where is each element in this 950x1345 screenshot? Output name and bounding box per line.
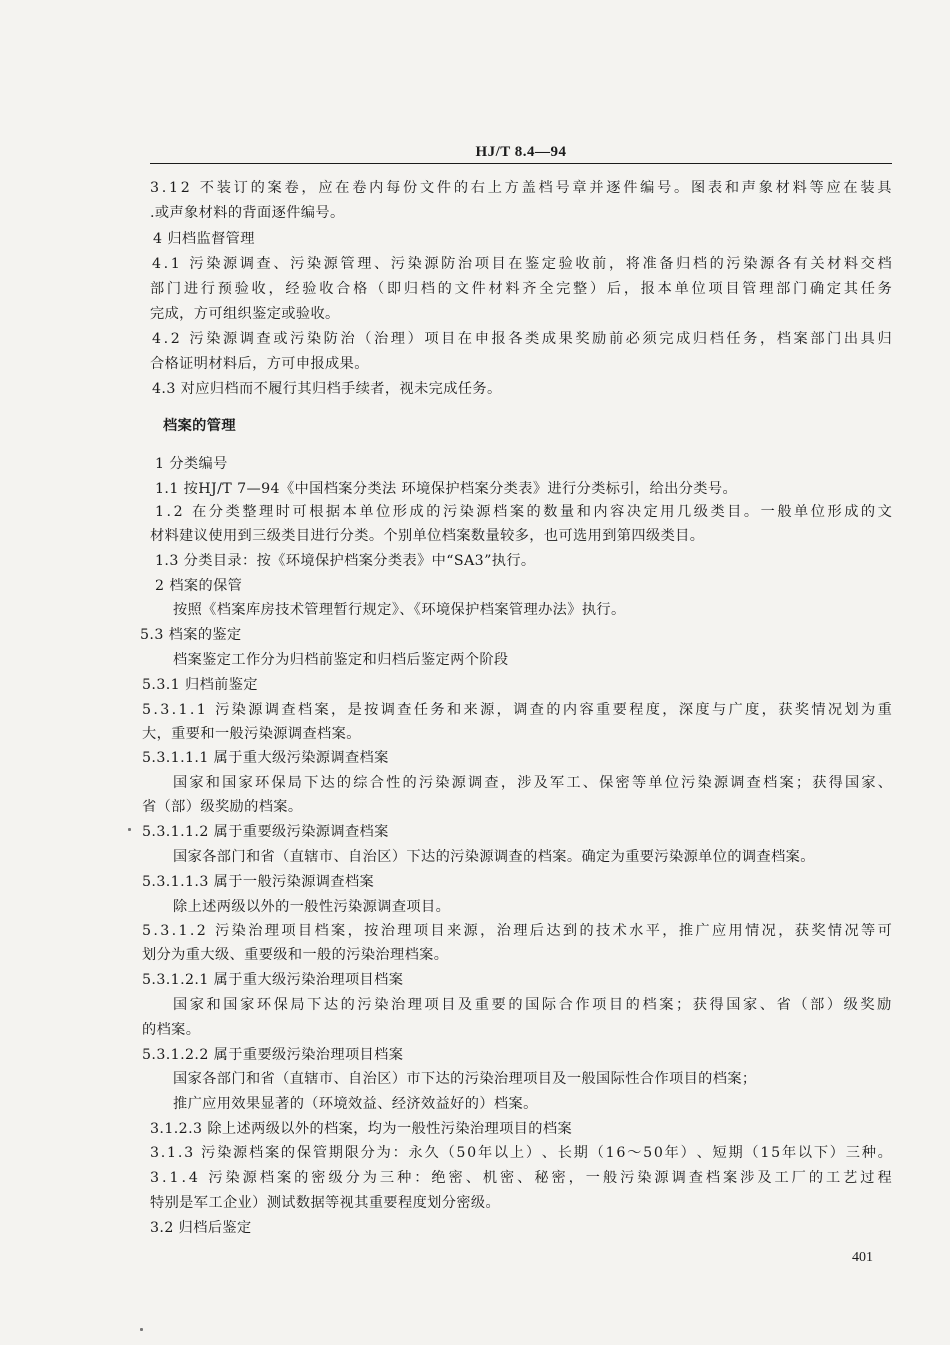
page-number: 401 [852,1250,873,1265]
paragraph-line: 国家各部门和省（直辖市、自治区）市下达的污染治理项目及一般国际性合作项目的档案； [173,1071,757,1087]
section-heading: 5.3.1.2.2 属于重要级污染治理项目档案 [142,1047,404,1063]
paragraph-line: 按照《档案库房技术管理暂行规定》、《环境保护档案管理办法》执行。 [173,602,626,618]
header-rule [150,163,892,164]
scan-speck [140,1328,143,1331]
paragraph-line: 合格证明材料后，方可申报成果。 [150,356,369,372]
paragraph-line: 完成，方可组织鉴定或验收。 [150,306,340,322]
paragraph-line: 部 门 进 行 预 验 收 ， 经 验 收 合 格 （ 即 归 档 的 文 件 材 料 齐 全 完 整 ） 后 ， 报 本 单 位 项 目 管 理 部 门 确 定 其 任 务 [150,281,892,297]
paragraph-line: 5 . 3 . 1 . 2 污 染 治 理 项 目 档 案 ， 按 治 理 项 目 来 源 ， 治 理 后 达 到 的 技 术 水 平 ， 推 广 应 用 情 况 ， 获 奖 情 况 等 可 [142,923,892,939]
paragraph-line: .或声象材料的背面逐件编号。 [150,205,345,221]
paragraph-line: 除上述两级以外的一般性污染源调查项目。 [173,899,451,915]
section-heading: 5.3.1.2.1 属于重大级污染治理项目档案 [142,972,404,988]
section-heading: 5.3.1.1.1 属于重大级污染源调查档案 [142,750,389,766]
paragraph-line: 4 . 1 污 染 源 调 查 、 污 染 源 管 理 、 污 染 源 防 治 项 目 在 鉴 定 验 收 前 ， 将 准 备 归 档 的 污 染 源 各 有 关 材 料 交 档 [152,256,892,272]
paragraph-line: 国 家 和 国 家 环 保 局 下 达 的 综 合 性 的 污 染 源 调 查 ， 涉 及 军 工 、 保 密 等 单 位 污 染 源 调 查 档 案 ； 获 得 国 家 、 [173,775,892,791]
paragraph-line: 推广应用效果显著的（环境效益、经济效益好的）档案。 [173,1096,538,1112]
paragraph-line: 档案鉴定工作分为归档前鉴定和归档后鉴定两个阶段 [173,652,509,668]
section-heading: 5.3 档案的鉴定 [140,627,242,643]
paragraph-line: 划分为重大级、重要级和一般的污染治理档案。 [142,947,449,963]
paragraph-line: 材料建议使用到三级类目进行分类。个别单位档案数量较多，也可选用到第四级类目。 [150,528,705,544]
section-heading: 4 归档监督管理 [153,231,255,247]
paragraph-line: 1.1 按HJ/T 7—94《中国档案分类法 环境保护档案分类表》进行分类标引，给出分类号。 [155,481,738,497]
paragraph-line: 3 . 1 2 不 装 订 的 案 卷 ， 应 在 卷 内 每 份 文 件 的 右 上 方 盖 档 号 章 并 逐 件 编 号 。 图 表 和 声 象 材 料 等 应 在 装 具 [150,180,892,196]
paragraph-line: 1 . 2 在 分 类 整 理 时 可 根 据 本 单 位 形 成 的 污 染 源 档 案 的 数 量 和 内 容 决 定 用 几 级 类 目 。 一 般 单 位 形 成 的 文 [155,504,892,520]
scan-speck [128,828,131,831]
section-heading: 3.2 归档后鉴定 [150,1220,252,1236]
standard-code-header: HJ/T 8.4—94 [475,144,567,160]
section-heading: 1 分类编号 [155,456,228,472]
paragraph-line: 3 . 1 . 4 污 染 源 档 案 的 密 级 分 为 三 种 ： 绝 密 、 机 密 、 秘 密 ， 一 般 污 染 源 调 查 档 案 涉 及 工 厂 的 工 艺 过 程 [150,1170,892,1186]
section-heading: 档案的管理 [163,418,236,434]
section-heading: 5.3.1.1.2 属于重要级污染源调查档案 [142,824,389,840]
paragraph-line: 1.3 分类目录：按《环境保护档案分类表》中“SA3”执行。 [155,553,536,569]
section-heading: 3.1.2.3 除上述两级以外的档案，均为一般性污染治理项目的档案 [150,1121,573,1137]
paragraph-line: 的档案。 [142,1022,201,1038]
paragraph-line: 特别是军工企业）测试数据等视其重要程度划分密级。 [150,1195,501,1211]
paragraph-line: 5 . 3 . 1 . 1 污 染 源 调 查 档 案 ， 是 按 调 查 任 务 和 来 源 ， 调 查 的 内 容 重 要 程 度 ， 深 度 与 广 度 ， 获 奖 情 况 划 为 重 [142,702,892,718]
section-heading: 2 档案的保管 [155,578,243,594]
paragraph-line: 4 . 2 污 染 源 调 查 或 污 染 防 治 （ 治 理 ） 项 目 在 申 报 各 类 成 果 奖 励 前 必 须 完 成 归 档 任 务 ， 档 案 部 门 出 具 归 [152,331,892,347]
paragraph-line: 国家各部门和省（直辖市、自治区）下达的污染源调查的档案。确定为重要污染源单位的调查档案。 [173,849,815,865]
paragraph-line: 3 . 1 . 3 污 染 源 档 案 的 保 管 期 限 分 为 ： 永 久 （ 5 0 年 以 上 ） 、 长 期 （ 1 6 ～ 5 0 年 ） 、 短 期 （ 1 5 年 以 下 ） 三 种 。 [150,1145,892,1161]
paragraph-line: 大，重要和一般污染源调查档案。 [142,726,361,742]
section-heading: 5.3.1 归档前鉴定 [142,677,258,693]
section-heading: 5.3.1.1.3 属于一般污染源调查档案 [142,874,375,890]
paragraph-line: 4.3 对应归档而不履行其归档手续者，视未完成任务。 [152,381,502,397]
paragraph-line: 国 家 和 国 家 环 保 局 下 达 的 污 染 治 理 项 目 及 重 要 的 国 际 合 作 项 目 的 档 案 ； 获 得 国 家 、 省 （ 部 ） 级 奖 励 [173,997,892,1013]
paragraph-line: 省（部）级奖励的档案。 [142,799,303,815]
